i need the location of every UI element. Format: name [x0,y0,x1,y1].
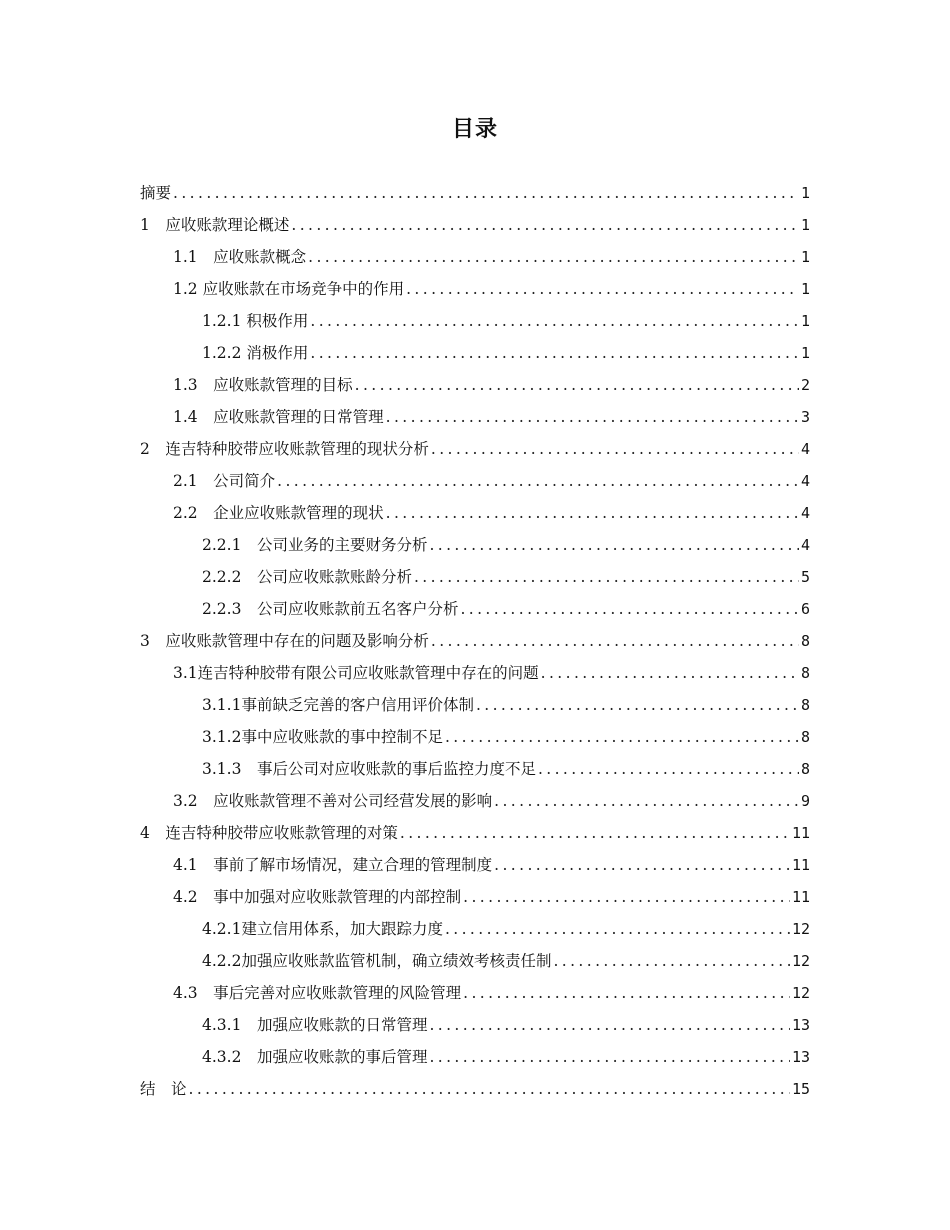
toc-entry-title: 4.2 事中加强对应收账款管理的内部控制 [173,888,462,906]
toc-entry-title: 摘要 [140,184,172,202]
toc-entry-title: 1.4 应收账款管理的日常管理 [173,408,384,426]
toc-entry[interactable] [140,593,810,625]
toc-entry[interactable] [140,945,810,977]
toc-entry[interactable] [140,721,810,753]
toc-entry-title: 3.2 应收账款管理不善对公司经营发展的影响 [173,792,493,810]
toc-entry-title: 2.2 企业应收账款管理的现状 [173,504,384,522]
dot-leader [400,817,790,849]
toc-entry[interactable] [140,657,810,689]
toc-entry-page-number: 1 [800,184,810,202]
toc-entry-page-number: 3 [800,408,810,426]
toc-entry[interactable] [140,561,810,593]
dot-leader [476,689,799,721]
toc-entry-title: 3.1.3 事后公司对应收账款的事后监控力度不足 [202,760,536,778]
toc-entry-title: 4.1 事前了解市场情况，建立合理的管理制度 [173,856,493,874]
dot-leader [189,1073,790,1105]
toc-entry-page-number: 12 [791,920,810,938]
toc-entry-title: 1 应收账款理论概述 [140,216,290,234]
toc-entry[interactable] [140,529,810,561]
toc-entry-page-number: 1 [800,216,810,234]
toc-entry-title: 4.3.1 加强应收账款的日常管理 [202,1016,428,1034]
toc-entry[interactable] [140,1073,810,1105]
toc-entry[interactable] [140,401,810,433]
toc-entry-page-number: 8 [800,632,810,650]
toc-entry[interactable] [140,305,810,337]
toc-entry-page-number: 1 [800,280,810,298]
toc-entry-title: 3 应收账款管理中存在的问题及影响分析 [140,632,429,650]
toc-entry[interactable] [140,753,810,785]
toc-entry-page-number: 1 [800,344,810,362]
toc-entry-page-number: 4 [800,472,810,490]
dot-leader [173,177,799,209]
toc-entry-title: 3.1连吉特种胶带有限公司应收账款管理中存在的问题 [173,664,539,682]
toc-entry[interactable] [140,177,810,209]
toc-entry[interactable] [140,977,810,1009]
dot-leader [541,657,799,689]
toc-entry[interactable] [140,849,810,881]
toc-entry-page-number: 11 [791,888,810,906]
toc-entry-page-number: 1 [800,312,810,330]
toc-entry[interactable] [140,1041,810,1073]
dot-leader [445,913,790,945]
dot-leader [310,305,799,337]
toc-entry-title: 4.2.1建立信用体系，加大跟踪力度 [202,920,443,938]
dot-leader [431,433,799,465]
toc-entry[interactable] [140,241,810,273]
toc-entry-page-number: 5 [800,568,810,586]
dot-leader [463,977,790,1009]
toc-entry[interactable] [140,817,810,849]
toc-entry-title: 4.3 事后完善对应收账款管理的风险管理 [173,984,462,1002]
toc-entry[interactable] [140,1009,810,1041]
toc-entry-page-number: 6 [800,600,810,618]
dot-leader [386,497,799,529]
toc-entry-title: 1.3 应收账款管理的目标 [173,376,353,394]
toc-entry-page-number: 8 [800,760,810,778]
dot-leader [414,561,799,593]
toc-entry-page-number: 4 [800,536,810,554]
toc-entry-page-number: 15 [791,1080,810,1098]
toc-entry-page-number: 8 [800,664,810,682]
toc-entry-page-number: 9 [800,792,810,810]
toc-entry-title: 结 论 [140,1080,187,1098]
dot-leader [429,529,799,561]
toc-entry-title: 1.1 应收账款概念 [173,248,307,266]
toc-entry-page-number: 11 [791,856,810,874]
toc-entry[interactable] [140,689,810,721]
dot-leader [538,753,799,785]
toc-entry-title: 3.1.1事前缺乏完善的客户信用评价体制 [202,696,474,714]
dot-leader [291,209,799,241]
dot-leader [460,593,799,625]
dot-leader [553,945,789,977]
table-of-contents [140,177,810,1105]
toc-entry-page-number: 4 [800,440,810,458]
toc-entry-page-number: 13 [791,1016,810,1034]
toc-entry-page-number: 4 [800,504,810,522]
toc-entry-title: 2.1 公司简介 [173,472,276,490]
dot-leader [494,785,799,817]
toc-entry-title: 2.2.2 公司应收账款账龄分析 [202,568,412,586]
dot-leader [429,1041,789,1073]
dot-leader [431,625,799,657]
toc-entry-title: 1.2.2 消极作用 [202,344,309,362]
toc-entry-title: 2.2.3 公司应收账款前五名客户分析 [202,600,459,618]
page-title: 目录 [451,117,498,142]
toc-entry[interactable] [140,337,810,369]
toc-entry[interactable] [140,497,810,529]
toc-entry-title: 2 连吉特种胶带应收账款管理的现状分析 [140,440,429,458]
toc-entry-page-number: 8 [800,728,810,746]
toc-entry-title: 2.2.1 公司业务的主要财务分析 [202,536,428,554]
dot-leader [463,881,790,913]
toc-entry[interactable] [140,433,810,465]
toc-entry-page-number: 1 [800,248,810,266]
toc-entry[interactable] [140,273,810,305]
dot-leader [406,273,799,305]
toc-entry[interactable] [140,209,810,241]
toc-entry-page-number: 11 [791,824,810,842]
toc-entry-title: 1.2 应收账款在市场竞争中的作用 [173,280,405,298]
toc-entry-title: 3.1.2事中应收账款的事中控制不足 [202,728,443,746]
dot-leader [494,849,790,881]
toc-entry[interactable] [140,369,810,401]
dot-leader [277,465,799,497]
toc-entry-page-number: 12 [791,952,810,970]
dot-leader [355,369,799,401]
toc-entry[interactable] [140,465,810,497]
toc-entry-page-number: 12 [791,984,810,1002]
dot-leader [308,241,799,273]
dot-leader [445,721,799,753]
dot-leader [386,401,799,433]
dot-leader [310,337,799,369]
toc-entry[interactable] [140,913,810,945]
toc-entry[interactable] [140,625,810,657]
toc-entry-title: 4 连吉特种胶带应收账款管理的对策 [140,824,398,842]
toc-entry-title: 4.3.2 加强应收账款的事后管理 [202,1048,428,1066]
dot-leader [429,1009,789,1041]
toc-entry[interactable] [140,881,810,913]
toc-entry-page-number: 2 [800,376,810,394]
toc-entry-title: 4.2.2加强应收账款监管机制，确立绩效考核责任制 [202,952,552,970]
toc-entry-title: 1.2.1 积极作用 [202,312,309,330]
toc-entry[interactable] [140,785,810,817]
toc-entry-page-number: 8 [800,696,810,714]
toc-entry-page-number: 13 [791,1048,810,1066]
